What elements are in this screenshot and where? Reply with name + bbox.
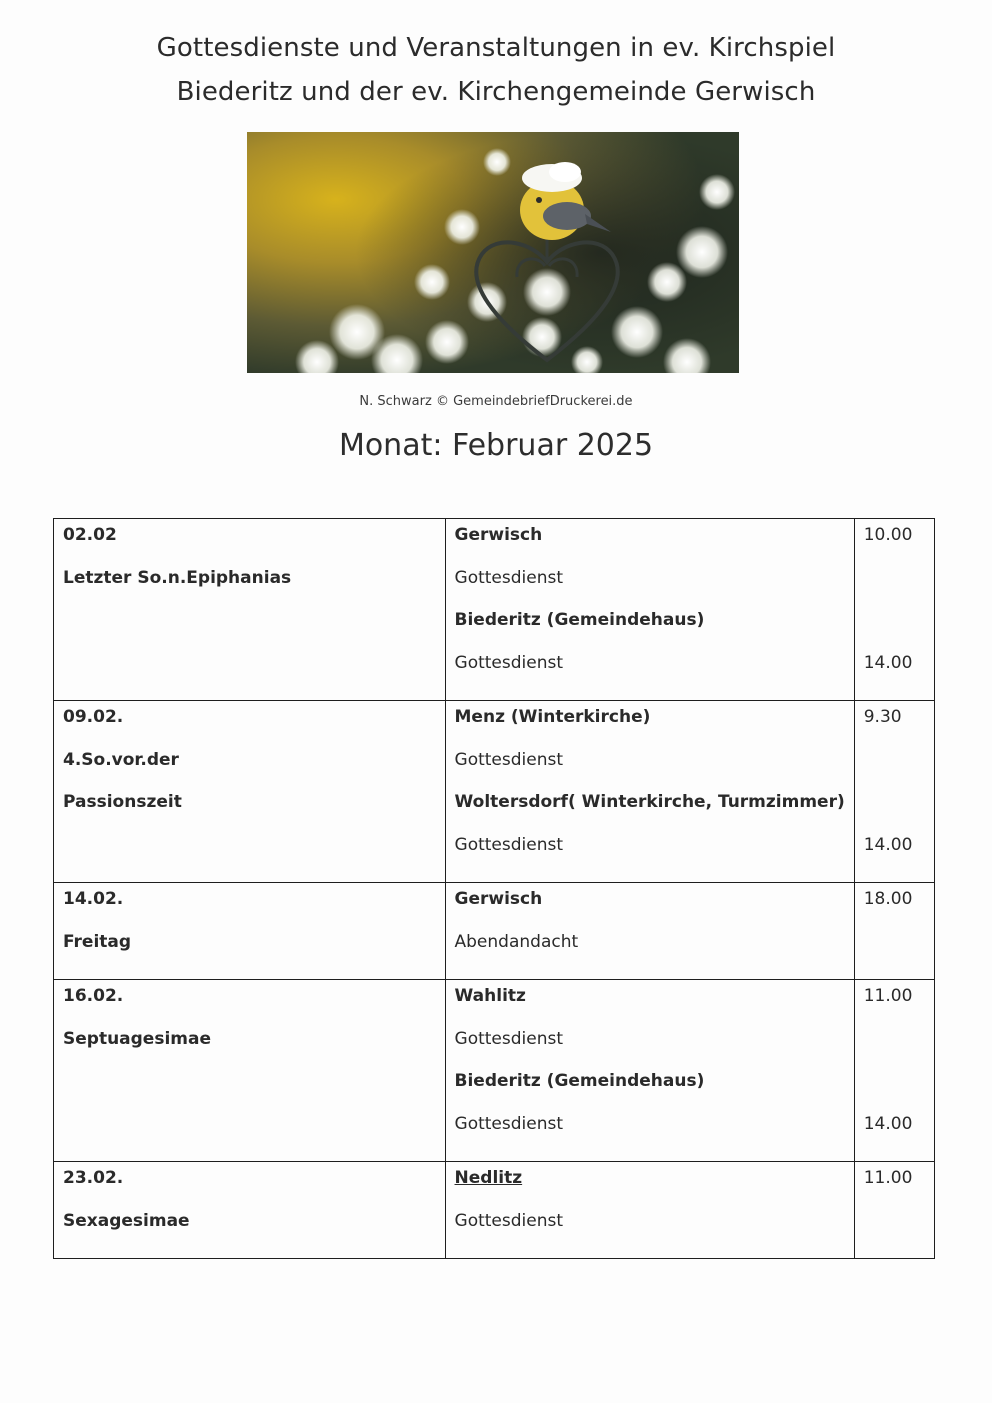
date-label: 23.02. bbox=[63, 1168, 124, 1188]
occasion-label: Passionszeit bbox=[63, 792, 182, 812]
event-time: 9.30 bbox=[863, 707, 902, 727]
schedule-table bbox=[53, 518, 935, 1259]
event-place: Menz (Winterkirche) bbox=[454, 707, 651, 727]
occasion-label: 4.So.vor.der bbox=[63, 749, 179, 770]
event-place: Gerwisch bbox=[454, 889, 543, 909]
time-spacer bbox=[864, 1068, 925, 1111]
event-place: Wahlitz bbox=[454, 986, 526, 1006]
time-cell bbox=[854, 980, 934, 1162]
time-spacer bbox=[864, 607, 925, 650]
event-service: Gottesdienst bbox=[454, 749, 564, 770]
time-cell bbox=[854, 519, 934, 701]
table-row bbox=[54, 701, 935, 883]
event-cell bbox=[445, 519, 854, 701]
event-service: Gottesdienst bbox=[454, 652, 564, 673]
title-line-1: Gottesdienste und Veranstaltungen in ev. Kirchspiel bbox=[156, 33, 836, 63]
event-cell bbox=[445, 883, 854, 980]
event-time: 14.00 bbox=[863, 834, 913, 855]
time-spacer bbox=[864, 565, 925, 608]
date-cell bbox=[54, 1162, 446, 1259]
time-cell bbox=[854, 1162, 934, 1259]
date-cell bbox=[54, 701, 446, 883]
event-cell bbox=[445, 980, 854, 1162]
event-place: Nedlitz bbox=[454, 1168, 523, 1188]
event-time: 14.00 bbox=[863, 1113, 913, 1134]
time-spacer bbox=[864, 789, 925, 832]
event-time: 11.00 bbox=[863, 986, 913, 1006]
title-line-2: Biederitz und der ev. Kirchengemeinde Gerwisch bbox=[176, 77, 816, 107]
date-label: 16.02. bbox=[63, 986, 124, 1006]
event-service: Abendandacht bbox=[454, 931, 579, 952]
event-time: 11.00 bbox=[863, 1168, 913, 1188]
date-label: 09.02. bbox=[63, 707, 124, 727]
month-title: Monat: Februar 2025 bbox=[338, 428, 654, 463]
bird-photo bbox=[247, 132, 739, 373]
occasion-label: Sexagesimae bbox=[63, 1210, 190, 1231]
event-service: Gottesdienst bbox=[454, 567, 564, 588]
event-service: Gottesdienst bbox=[454, 1210, 564, 1231]
table-row bbox=[54, 980, 935, 1162]
time-cell bbox=[854, 883, 934, 980]
occasion-label: Septuagesimae bbox=[63, 1028, 212, 1049]
event-service: Gottesdienst bbox=[454, 834, 564, 855]
event-cell bbox=[445, 701, 854, 883]
event-service: Gottesdienst bbox=[454, 1113, 564, 1134]
event-time: 10.00 bbox=[863, 525, 913, 545]
table-row bbox=[54, 519, 935, 701]
bird-on-heart-image bbox=[247, 132, 739, 373]
time-spacer bbox=[864, 1026, 925, 1069]
event-time: 18.00 bbox=[863, 889, 913, 909]
time-cell bbox=[854, 701, 934, 883]
event-cell bbox=[445, 1162, 854, 1259]
event-service: Gottesdienst bbox=[454, 1028, 564, 1049]
photo-credit: N. Schwarz © GemeindebriefDruckerei.de bbox=[359, 394, 633, 409]
date-label: 02.02 bbox=[63, 525, 117, 545]
event-place: Gerwisch bbox=[454, 525, 543, 545]
time-spacer bbox=[864, 747, 925, 790]
date-cell bbox=[54, 980, 446, 1162]
table-row bbox=[54, 1162, 935, 1259]
event-place: Woltersdorf( Winterkirche, Turmzimmer) bbox=[454, 792, 845, 812]
event-place: Biederitz (Gemeindehaus) bbox=[454, 1071, 705, 1091]
date-cell bbox=[54, 519, 446, 701]
occasion-label: Freitag bbox=[63, 931, 132, 952]
table-row bbox=[54, 883, 935, 980]
event-time: 14.00 bbox=[863, 652, 913, 673]
event-place: Biederitz (Gemeindehaus) bbox=[454, 610, 705, 630]
date-cell bbox=[54, 883, 446, 980]
occasion-label: Letzter So.n.Epiphanias bbox=[63, 567, 292, 588]
date-label: 14.02. bbox=[63, 889, 124, 909]
